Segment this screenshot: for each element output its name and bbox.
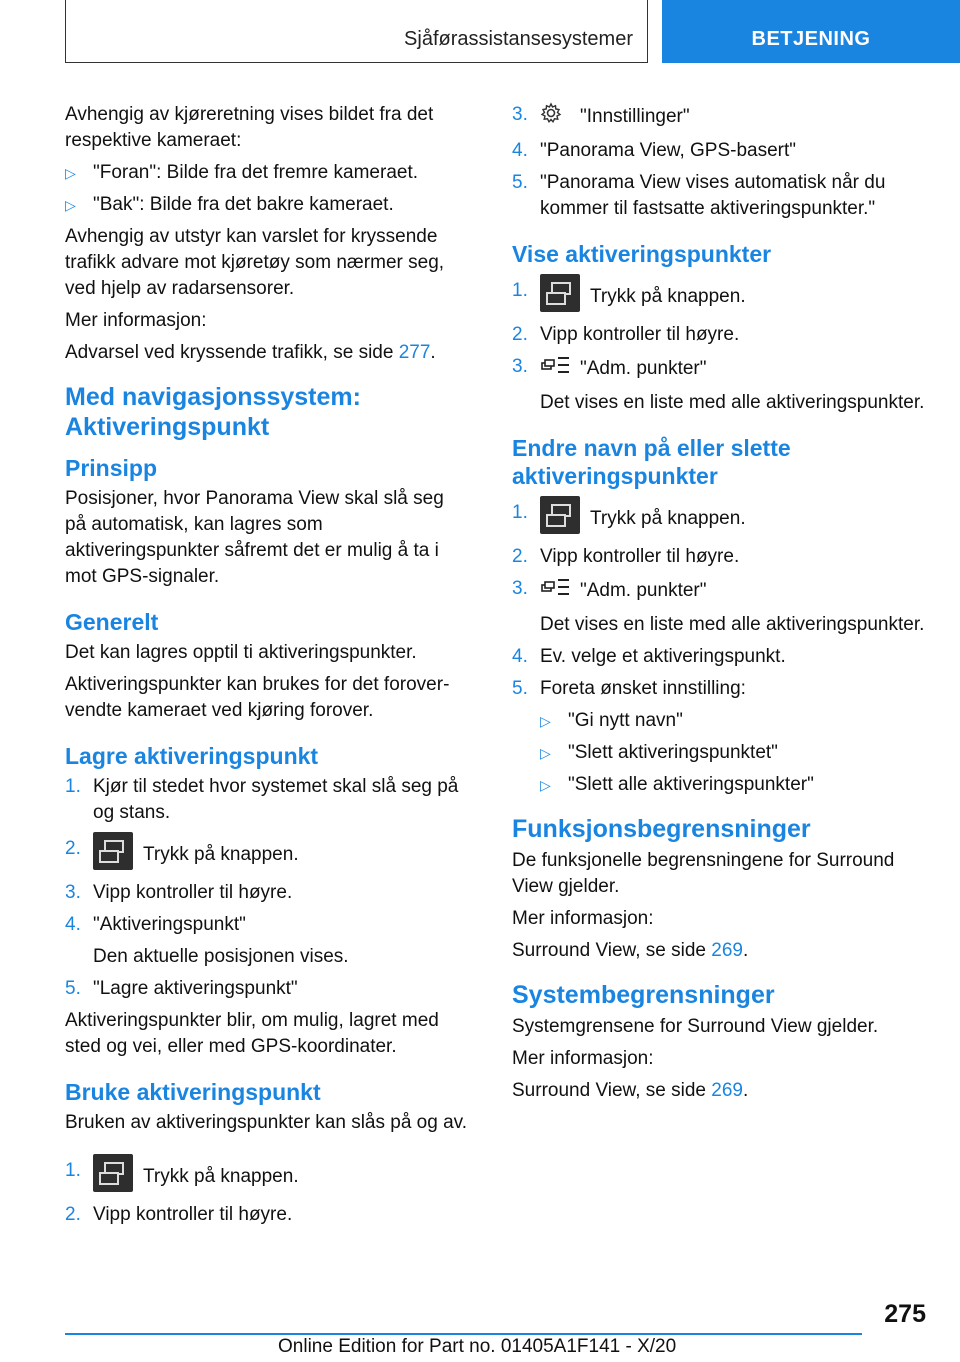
paragraph: Avhengig av utstyr kan varslet for kryssende trafikk advare mot kjøretøy som nærmer seg, ved hjelp av radarsensorer.	[65, 226, 445, 299]
header-section-title: Sjåførassistansesystemer	[404, 27, 633, 50]
list-item: 1. Trykk på knappen.	[512, 500, 932, 538]
paragraph: Mer informasjon:	[512, 1048, 654, 1069]
list-points-icon	[540, 354, 570, 384]
list-item: 3. "Adm. punkter" Det vises en liste med alle aktiveringspunkter.	[512, 356, 925, 413]
paragraph: Aktiveringspunkter blir, om mulig, lagret med sted og vei, eller med GPS-koordinater.	[65, 1010, 439, 1057]
heading-bruke: Bruke aktiveringspunkt	[65, 1079, 321, 1105]
list-item: 2. Trykk på knappen.	[65, 836, 470, 874]
header-section	[65, 0, 648, 63]
list-points-icon	[540, 576, 570, 606]
paragraph: Det kan lagres opptil ti aktiveringspunkter.	[65, 642, 417, 663]
heading-endre: Endre navn på eller slette aktiveringspunkter	[512, 435, 791, 489]
triangle-bullet-icon: ▷	[540, 745, 551, 761]
triangle-bullet-icon: ▷	[540, 777, 551, 793]
heading-prinsipp: Prinsipp	[65, 455, 158, 481]
footer-divider	[65, 1333, 862, 1335]
page-link-269[interactable]: 269	[711, 1080, 743, 1101]
list-item: 1. Kjør til stedet hvor systemet skal slå seg på og stans.	[65, 776, 459, 823]
paragraph: Surround View, se side 269.	[512, 940, 749, 961]
bullet-item: ▷ "Slett aktiveringspunktet"	[540, 740, 932, 766]
bullet-item: ▷ "Slett alle aktiveringspunkter"	[540, 772, 932, 798]
bullet-item: ▷ "Bak": Bilde fra det bakre kameraet.	[65, 192, 470, 218]
triangle-bullet-icon: ▷	[65, 165, 76, 181]
paragraph: Mer informasjon:	[65, 310, 207, 331]
heading-lagre: Lagre aktiveringspunkt	[65, 743, 319, 769]
list-item: 4. "Panorama View, GPS-basert"	[512, 140, 797, 161]
list-item: 1. Trykk på knappen.	[512, 278, 932, 316]
triangle-bullet-icon: ▷	[65, 197, 76, 213]
camera-button-icon	[540, 274, 580, 312]
triangle-bullet-icon: ▷	[540, 713, 551, 729]
heading-funksjonsbegrensninger: Funksjonsbegrensninger	[512, 815, 811, 843]
bullet-item: ▷ "Foran": Bilde fra det fremre kameraet.	[65, 160, 470, 186]
paragraph: Aktiveringspunkter kan brukes for det forovervendte kameraet ved kjøring forover.	[65, 674, 450, 721]
paragraph: Posisjoner, hvor Panorama View skal slå seg på automatisk, kan lagres som aktiveringspunkter såfremt det er mulig å ta i mot GPS-signaler.	[65, 488, 444, 587]
page-number: 275	[884, 1300, 926, 1328]
list-item: 2. Vipp kontroller til høyre.	[512, 324, 740, 345]
list-item: 3. "Adm. punkter" Det vises en liste med alle aktiveringspunkter.	[512, 578, 925, 635]
paragraph: Advarsel ved kryssende trafikk, se side 277.	[65, 342, 436, 363]
camera-button-icon	[93, 832, 133, 870]
header-chapter	[662, 0, 960, 63]
right-column	[512, 102, 932, 1110]
left-column	[65, 102, 470, 1234]
header-chapter-title: BETJENING	[751, 28, 871, 50]
list-item: 3. "Innstillinger"	[512, 102, 932, 132]
camera-button-icon	[93, 1154, 133, 1192]
list-item: 2. Vipp kontroller til høyre.	[65, 1204, 293, 1225]
heading-vise: Vise aktiveringspunkter	[512, 241, 772, 267]
page-link-269[interactable]: 269	[711, 940, 743, 961]
list-item: 3. Vipp kontroller til høyre.	[65, 882, 293, 903]
heading-generelt: Generelt	[65, 609, 159, 635]
gear-icon	[540, 102, 570, 132]
list-item: 4. Ev. velge et aktiveringspunkt.	[512, 646, 786, 667]
page-link-277[interactable]: 277	[398, 342, 431, 363]
heading-systembegrensninger: Systembegrensninger	[512, 981, 775, 1009]
heading-navigation: Med navigasjonssystem: Aktiveringspunkt	[65, 383, 361, 441]
paragraph: Bruken av aktiveringspunkter kan slås på og av.	[65, 1112, 468, 1133]
footer-edition: Online Edition for Part no. 01405A1F141 - X/20	[278, 1336, 677, 1357]
list-item: 1. Trykk på knappen.	[65, 1158, 470, 1196]
camera-button-icon	[540, 496, 580, 534]
list-item: 5. "Panorama View vises automatisk når du kommer til fastsatte aktiveringspunkter."	[512, 172, 886, 219]
paragraph: Surround View, se side 269.	[512, 1080, 749, 1101]
paragraph: Mer informasjon:	[512, 908, 654, 929]
list-item: 2. Vipp kontroller til høyre.	[512, 546, 740, 567]
bullet-item: ▷ "Gi nytt navn"	[540, 708, 932, 734]
list-item: 5. "Lagre aktiveringspunkt"	[65, 978, 298, 999]
paragraph: De funksjonelle begrensningene for Surround View gjelder.	[512, 850, 895, 897]
paragraph: Systemgrensene for Surround View gjelder.	[512, 1016, 879, 1037]
list-item: 5. Foreta ønsket innstilling:	[512, 678, 746, 699]
paragraph: Avhengig av kjøreretning vises bildet fra det respektive kameraet:	[65, 104, 434, 151]
list-item: 4. "Aktiveringspunkt" Den aktuelle posisjonen vises.	[65, 914, 349, 967]
